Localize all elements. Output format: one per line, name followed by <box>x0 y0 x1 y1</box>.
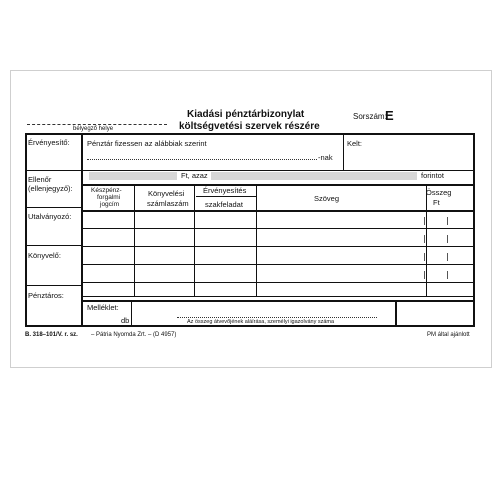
table-header-top <box>82 184 474 186</box>
serial-label: Sorszám: <box>353 112 387 121</box>
form-title: Kiadási pénztárbizonylat <box>187 109 305 120</box>
table-row-line-3 <box>82 264 474 265</box>
left-sep-2 <box>26 207 82 208</box>
accountant-label: Könyvelő: <box>28 251 61 260</box>
amount-tick <box>447 253 448 261</box>
serial-letter: E <box>385 108 394 123</box>
signature-note: Az összeg átvevőjének aláírása, személyi igazolvány száma <box>187 319 335 325</box>
col-divider-4 <box>426 184 427 296</box>
col-validation: Érvényesítés <box>203 186 247 195</box>
amount-tick <box>424 217 425 225</box>
attachment-db: db <box>121 316 130 325</box>
total-box <box>395 300 475 327</box>
amount-words-field[interactable] <box>211 172 417 180</box>
label-column-divider <box>81 133 83 327</box>
col-divider-1 <box>134 184 135 296</box>
left-sep-4 <box>26 285 82 286</box>
col-entitlement-3: jogcím <box>100 201 120 208</box>
col-total-2: Ft <box>433 198 440 207</box>
col-entitlement-1: Készpénz- <box>91 187 122 194</box>
form-subtitle: költségvetési szervek részére <box>179 121 320 132</box>
cash-voucher-form <box>10 70 492 368</box>
cashier-label: Pénztáros: <box>28 291 64 300</box>
amount-tick <box>424 235 425 243</box>
nak-suffix: -nak <box>318 153 333 162</box>
stamp-line <box>27 124 167 125</box>
amount-tick <box>447 235 448 243</box>
recommended-by: PM által ajánlott <box>427 332 470 338</box>
col-divider-3 <box>256 184 257 296</box>
authorizer-label: Utalványozó: <box>28 212 72 221</box>
attachment-label: Melléklet: <box>87 303 119 312</box>
amount-tick <box>424 253 425 261</box>
left-sep-1 <box>26 170 82 171</box>
col-entitlement-2: forgalmi <box>97 194 121 201</box>
amount-numeric-field[interactable] <box>89 172 177 180</box>
validation-header-split <box>196 196 256 197</box>
col-text: Szöveg <box>314 194 340 203</box>
main-grid-frame <box>25 133 475 327</box>
publisher: – Pátria Nyomda Zrt. – (D 4957) <box>91 332 177 338</box>
signature-line[interactable] <box>177 317 377 318</box>
checker-label-sub: (ellenjegyző): <box>28 184 73 193</box>
table-header-bottom <box>82 210 474 212</box>
left-sep-3 <box>26 245 82 246</box>
col-validation-sub: szakfeladat <box>205 200 243 209</box>
table-row-line-4 <box>82 282 474 283</box>
top-section-bottom <box>82 170 474 171</box>
col-divider-2 <box>194 184 195 296</box>
payment-instruction: Pénztár fizessen az alábbiak szerint <box>87 139 207 148</box>
date-box-divider <box>343 133 344 170</box>
form-code: B. 318–101/V. r. sz. <box>25 332 78 338</box>
table-row-line-1 <box>82 228 474 229</box>
col-total-1: Összeg <box>426 188 452 197</box>
amount-tick <box>424 271 425 279</box>
col-account-2: számlaszám <box>147 199 189 208</box>
date-label: Kelt: <box>347 139 363 148</box>
validator-label: Érvényesítő: <box>28 138 70 147</box>
table-row-line-2 <box>82 246 474 247</box>
amount-tick <box>447 217 448 225</box>
col-account-1: Könyvelési <box>148 189 185 198</box>
payee-line[interactable] <box>87 159 317 160</box>
table-bottom-line <box>82 296 474 297</box>
stamp-label: bélyegző helye <box>73 126 114 132</box>
amount-tick <box>447 271 448 279</box>
attachment-divider <box>131 300 132 327</box>
ft-azaz-label: Ft, azaz <box>181 171 208 180</box>
checker-label: Ellenőr <box>28 175 52 184</box>
forintot-label: forintot <box>421 171 444 180</box>
